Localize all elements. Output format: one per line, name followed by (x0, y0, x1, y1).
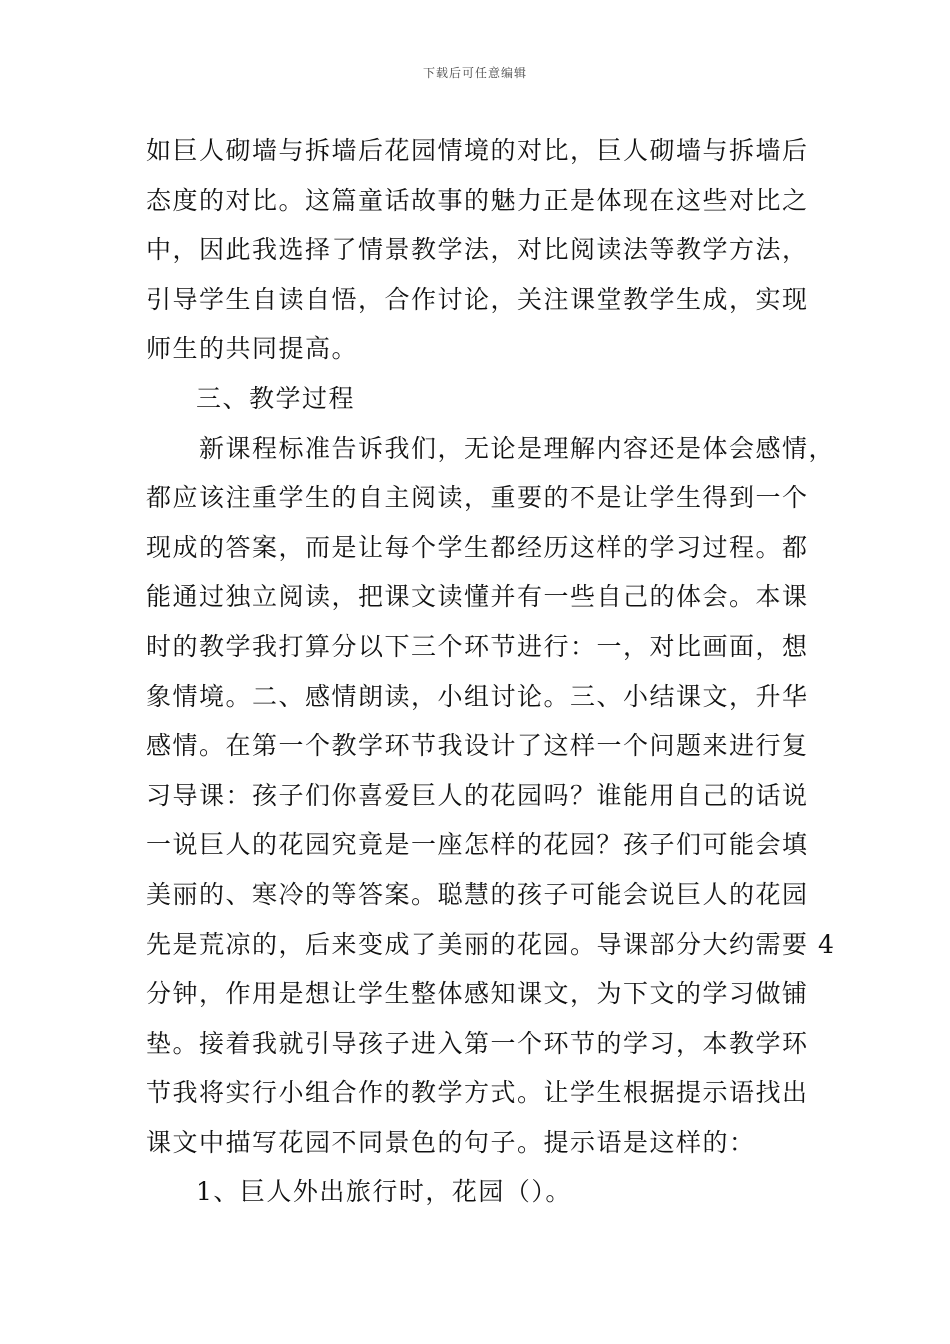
text-line: 如巨人砌墙与拆墙后花园情境的对比，巨人砌墙与拆墙后 (146, 136, 809, 165)
text-line: 习导课：孩子们你喜爱巨人的花园吗？谁能用自己的话说 (146, 780, 809, 810)
text-line: 现成的答案，而是让每个学生都经历这样的学习过程。都 (146, 532, 809, 562)
text-line: 课文中描写花园不同景色的句子。提示语是这样的： (146, 1127, 756, 1157)
list-item: 1、巨人外出旅行时，花园（）。 (196, 1177, 572, 1207)
text-line: 节我将实行小组合作的教学方式。让学生根据提示语找出 (146, 1078, 809, 1108)
text-line: 一说巨人的花园究竟是一座怎样的花园？孩子们可能会填 (146, 830, 809, 860)
text-line: 态度的对比。这篇童话故事的魅力正是体现在这些对比之 (146, 185, 809, 215)
text-line: 分钟，作用是想让学生整体感知课文，为下文的学习做铺 (146, 979, 809, 1009)
text-line: 垫。接着我就引导孩子进入第一个环节的学习，本教学环 (146, 1028, 809, 1058)
text-line: 美丽的、寒冷的等答案。聪慧的孩子可能会说巨人的花园 (146, 879, 809, 909)
text-line: 师生的共同提高。 (146, 334, 359, 364)
text-line: 都应该注重学生的自主阅读，重要的不是让学生得到一个 (146, 483, 809, 513)
text-line: 引导学生自读自悟，合作讨论，关注课堂教学生成，实现 (146, 284, 809, 314)
text-line: 感情。在第一个教学环节我设计了这样一个问题来进行复 (146, 731, 809, 761)
text-line: 新课程标准告诉我们，无论是理解内容还是体会感情， (199, 433, 836, 463)
text-line: 时的教学我打算分以下三个环节进行：一，对比画面，想 (146, 631, 809, 661)
text-line: 象情境。二、感情朗读，小组讨论。三、小结课文，升华 (146, 681, 809, 711)
section-heading: 三、教学过程 (196, 383, 356, 413)
document-body (146, 126, 836, 1217)
page-header: 下载后可任意编辑 (422, 66, 527, 80)
text-line: 中，因此我选择了情景教学法，对比阅读法等教学方法， (146, 235, 809, 265)
text-line: 能通过独立阅读，把课文读懂并有一些自己的体会。本课 (146, 582, 809, 612)
text-line: 先是荒凉的，后来变成了美丽的花园。导课部分大约需要 4 (146, 929, 836, 959)
